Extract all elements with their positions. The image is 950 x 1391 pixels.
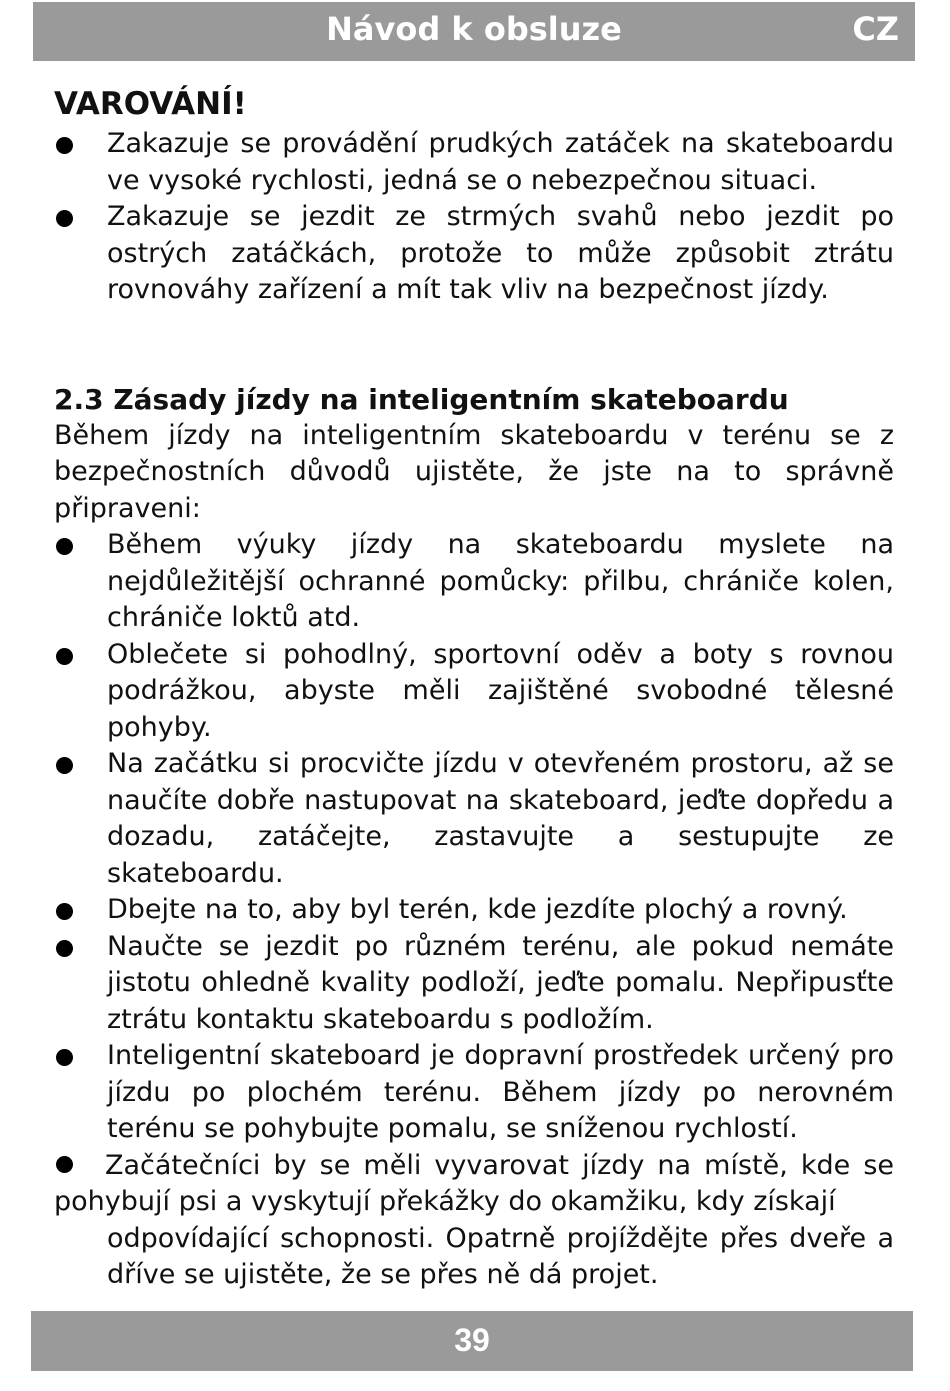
- warning-list: [54, 126, 894, 309]
- section-intro: Během jízdy na inteligentním skateboardu v terénu se z bezpečnostních důvodů ujistěte, že jste na to správně připraveni:: [54, 419, 894, 524]
- rule-item: [54, 892, 894, 929]
- header-title: Návod k obsluze: [326, 10, 622, 48]
- bullet-icon: [56, 210, 73, 227]
- footer-bar: [31, 1311, 913, 1371]
- rule-item-last-line2: pohybují psi a vyskytují překážky do okamžiku, kdy získají: [54, 1186, 836, 1217]
- warning-item-text: Zakazuje se jezdit ze strmých svahů nebo jezdit po ostrých zatáčkách, protože to může způsobit ztrátu rovnováhy zařízení a mít tak vliv na bezpečnost jízdy.: [107, 201, 894, 305]
- rule-item-text: Inteligentní skateboard je dopravní prostředek určený pro jízdu po plochém terénu. Během jízdy po nerovném terénu se pohybujte pomalu, se sníženou rychlostí.: [107, 1040, 894, 1144]
- rule-item-text: Dbejte na to, aby byl terén, kde jezdíte plochý a rovný.: [107, 894, 848, 925]
- bullet-icon: [56, 1049, 73, 1066]
- bullet-icon: [56, 538, 73, 555]
- rule-item-text: Naučte se jezdit po různém terénu, ale pokud nemáte jistotu ohledně kvality podloží, jeďte pomalu. Nepřipusťte ztrátu kontaktu skateboardu s podložím.: [107, 930, 894, 1035]
- rule-item: [54, 527, 894, 637]
- bullet-icon: [56, 903, 73, 920]
- rule-item-text: Na začátku si procvičte jízdu v otevřeném prostoru, až se naučíte dobře nastupovat na skateboard, jeďte dopředu a dozadu, zatáčejte, zastavujte a sestupujte ze skateboardu.: [107, 748, 894, 889]
- bullet-icon: [56, 757, 73, 774]
- language-code: CZ: [852, 10, 899, 48]
- warning-item: [54, 126, 894, 199]
- rules-list: [54, 527, 894, 1148]
- bullet-icon: [56, 940, 73, 957]
- warning-item: [54, 199, 894, 309]
- rule-item-text: Během výuky jízdy na skateboardu myslete na nejdůležitější ochranné pomůcky: přilbu, chrániče kolen, chrániče loktů atd.: [107, 529, 894, 633]
- rule-item-last-line1: [54, 1148, 894, 1185]
- rule-item: [54, 929, 894, 1039]
- page-number: 39: [454, 1322, 490, 1358]
- page-content: [54, 82, 894, 1294]
- rule-item-last: [54, 1148, 894, 1294]
- warning-title: VAROVÁNÍ!: [54, 86, 247, 122]
- rule-item: [54, 1038, 894, 1148]
- bullet-icon: [56, 137, 73, 154]
- bullet-icon: [56, 648, 73, 665]
- rule-item-last-rest: odpovídající schopnosti. Opatrně projíždějte přes dveře a dříve se ujistěte, že se přes ně dá projet.: [107, 1222, 894, 1290]
- rule-item: [54, 637, 894, 747]
- rule-item-last-line1-text: Začátečníci by se měli vyvarovat jízdy na místě, kde se: [105, 1149, 894, 1181]
- rule-item-text: Oblečete si pohodlný, sportovní oděv a boty s rovnou podrážkou, abyste měli zajištěné svobodné tělesné pohyby.: [107, 638, 894, 743]
- warning-item-text: Zakazuje se provádění prudkých zatáček na skateboardu ve vysoké rychlosti, jedná se o nebezpečnou situaci.: [107, 128, 894, 196]
- bullet-icon: [56, 1156, 73, 1173]
- section-title: 2.3 Zásady jízdy na inteligentním skateboardu: [54, 382, 789, 416]
- rule-item: [54, 746, 894, 892]
- header-bar: [33, 2, 915, 61]
